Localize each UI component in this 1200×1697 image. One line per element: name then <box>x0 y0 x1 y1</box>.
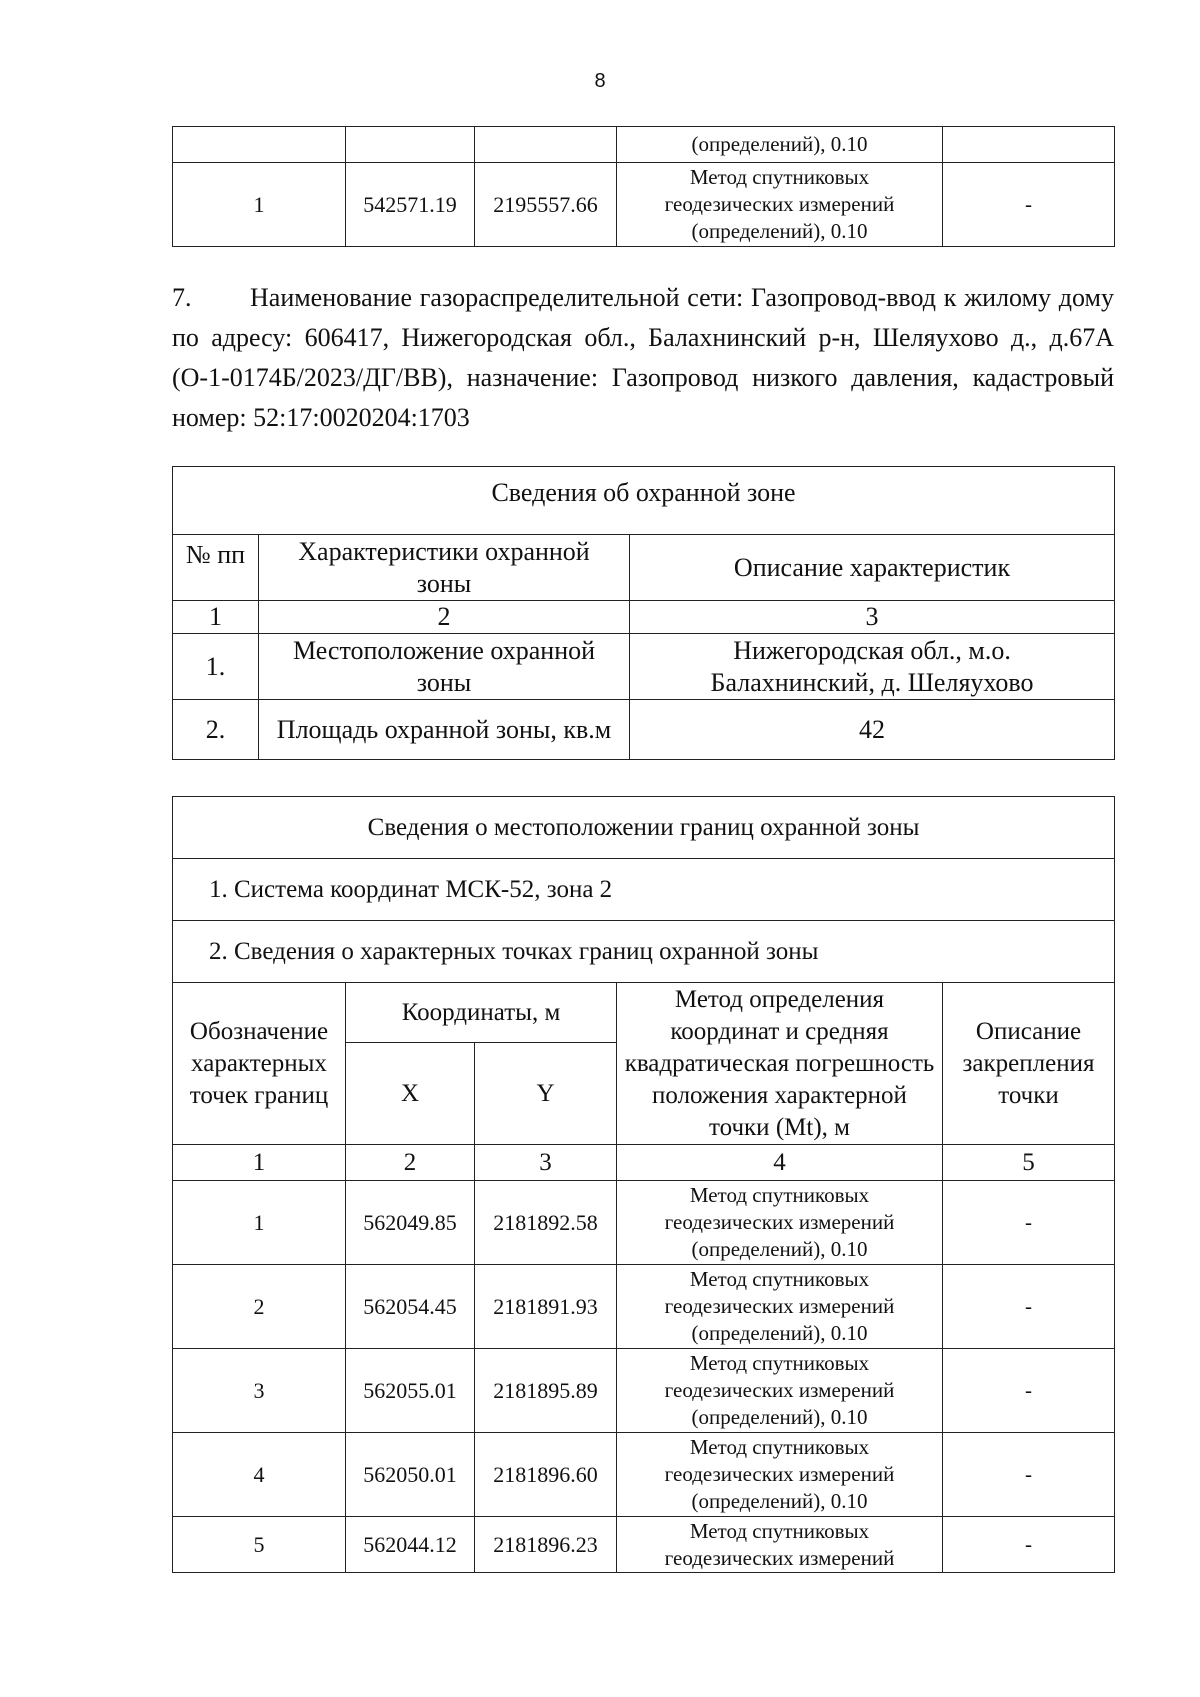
fixing-description: - <box>943 1265 1115 1349</box>
method-cell <box>617 1349 943 1433</box>
method-line: геодезических измерений <box>664 1210 895 1234</box>
zone-table-title: Сведения об охранной зоне <box>173 467 1115 535</box>
coord-y: 2195557.66 <box>475 163 617 247</box>
table-row <box>173 1517 1115 1573</box>
table-row <box>173 1265 1115 1349</box>
method-cell <box>617 163 943 247</box>
coord-y: 2181892.58 <box>475 1181 617 1265</box>
row-num: 2. <box>173 700 259 760</box>
method-line: геодезических измерений <box>664 1545 895 1570</box>
coord-y: 2181896.23 <box>475 1517 617 1573</box>
coord-y: 2181895.89 <box>475 1349 617 1433</box>
point-number: 1 <box>173 163 346 247</box>
method-line: Метод спутниковых <box>689 1267 870 1291</box>
section-7-paragraph <box>172 278 1114 438</box>
col-num: 3 <box>630 601 1115 634</box>
method-line: геодезических измерений <box>664 1462 895 1486</box>
point-number: 4 <box>173 1433 346 1517</box>
coord-x: 562054.45 <box>346 1265 475 1349</box>
bounds-table-title: Сведения о местоположении границ охранной зоны <box>173 797 1115 859</box>
row-characteristic: Местоположение охранной зоны <box>259 634 630 700</box>
col-num: 4 <box>617 1145 943 1181</box>
header-coordinates: Координаты, м <box>346 983 617 1043</box>
fixing-description: - <box>943 1181 1115 1265</box>
coord-x: 562044.12 <box>346 1517 475 1573</box>
row-characteristic: Площадь охранной зоны, кв.м <box>259 700 630 760</box>
header-x: X <box>346 1043 475 1145</box>
header-characteristics: Характеристики охранной зоны <box>259 535 630 601</box>
col-num: 1 <box>173 1145 346 1181</box>
col-num: 1 <box>173 601 259 634</box>
zone-info-table <box>172 466 1115 760</box>
fixing-description: - <box>943 1349 1115 1433</box>
method-line: (определений), 0.10 <box>691 1405 868 1429</box>
page-number: 8 <box>594 70 606 92</box>
fixing-description: - <box>943 163 1115 247</box>
point-number: 2 <box>173 1265 346 1349</box>
section-text: Наименование газораспределительной сети: Газопровод-ввод к жилому дому по адресу: 606417, Нижегородская обл., Балахнинский р-н, Шеляухово д., д.67А (О-1-0174Б/2023/ДГ/ВВ), назначение: Газопровод низкого давления, кадастровый номер: 52:17:0020204:1703 <box>172 283 1114 432</box>
row-num: 1. <box>173 634 259 700</box>
fixing-description: - <box>943 1517 1115 1573</box>
method-line: (определений), 0.10 <box>691 1489 868 1513</box>
method-cell <box>617 1517 943 1573</box>
table-row <box>173 1181 1115 1265</box>
method-cell <box>617 1265 943 1349</box>
point-number: 5 <box>173 1517 346 1573</box>
method-line: (определений), 0.10 <box>691 1321 868 1345</box>
coord-x: 542571.19 <box>346 163 475 247</box>
coordinate-system: 1. Система координат МСК-52, зона 2 <box>173 859 1115 921</box>
method-cell <box>617 1433 943 1517</box>
point-number: 1 <box>173 1181 346 1265</box>
table-row <box>173 700 1115 760</box>
point-number: 3 <box>173 1349 346 1433</box>
method-line: (определений), 0.10 <box>691 219 868 243</box>
col-num: 5 <box>943 1145 1115 1181</box>
method-line: (определений), 0.10 <box>691 1237 868 1261</box>
method-cell: (определений), 0.10 <box>617 127 943 163</box>
col-num: 3 <box>475 1145 617 1181</box>
method-line: Метод спутниковых <box>689 165 870 189</box>
points-title: 2. Сведения о характерных точках границ охранной зоны <box>173 921 1115 983</box>
method-cell <box>617 1181 943 1265</box>
header-designation: Обозначение характерных точек границ <box>173 983 346 1145</box>
row-description: Нижегородская обл., м.о. Балахнинский, д. Шеляухово <box>630 634 1115 700</box>
coord-y: 2181891.93 <box>475 1265 617 1349</box>
method-line: Метод спутниковых <box>689 1351 870 1375</box>
points-table-continuation <box>172 126 1115 247</box>
header-y: Y <box>475 1043 617 1145</box>
section-number: 7. <box>172 283 192 312</box>
method-line: Метод спутниковых <box>689 1518 870 1543</box>
col-num: 2 <box>346 1145 475 1181</box>
table-row <box>173 1349 1115 1433</box>
table-row <box>173 163 1115 247</box>
table-row <box>173 1433 1115 1517</box>
coord-x: 562050.01 <box>346 1433 475 1517</box>
boundary-points-table <box>172 796 1115 1573</box>
coord-y: 2181896.60 <box>475 1433 617 1517</box>
fixing-description: - <box>943 1433 1115 1517</box>
header-fixing: Описание закрепления точки <box>943 983 1115 1145</box>
header-method: Метод определения координат и средняя квадратическая погрешность положения характерной точки (Mt), м <box>617 983 943 1145</box>
method-line: Метод спутниковых <box>689 1435 870 1459</box>
table-row <box>173 634 1115 700</box>
header-description: Описание характеристик <box>630 535 1115 601</box>
row-description: 42 <box>630 700 1115 760</box>
method-line: геодезических измерений <box>664 192 895 216</box>
table-row <box>173 127 1115 163</box>
header-num: № пп <box>173 535 259 601</box>
col-num: 2 <box>259 601 630 634</box>
coord-x: 562049.85 <box>346 1181 475 1265</box>
method-line: геодезических измерений <box>664 1294 895 1318</box>
method-line: геодезических измерений <box>664 1378 895 1402</box>
method-line: Метод спутниковых <box>689 1183 870 1207</box>
coord-x: 562055.01 <box>346 1349 475 1433</box>
